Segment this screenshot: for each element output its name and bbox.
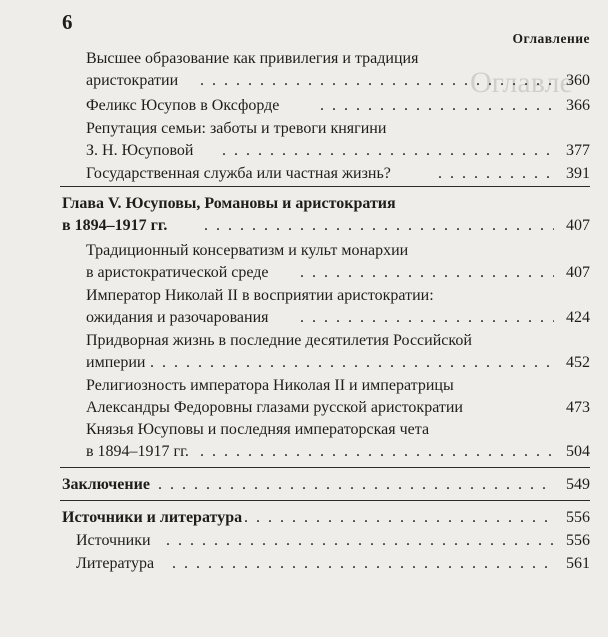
toc-entry bbox=[0, 530, 608, 552]
toc-entry-title: Князья Юсуповы и последняя императорская чета bbox=[86, 421, 430, 438]
toc-chapter bbox=[0, 474, 608, 496]
toc-entry bbox=[0, 553, 608, 575]
toc-page-number: 407 bbox=[566, 264, 590, 281]
toc-entry-title: Религиозность императора Николая II и императрицы bbox=[86, 377, 454, 394]
toc-entry-title: Заключение bbox=[62, 476, 150, 493]
toc-page-number: 391 bbox=[566, 165, 590, 182]
toc-page-number: 407 bbox=[566, 217, 590, 234]
toc-entry bbox=[0, 48, 608, 70]
toc-entry-continued bbox=[0, 441, 608, 463]
toc-page-number: 452 bbox=[566, 354, 590, 371]
toc-entry bbox=[0, 419, 608, 441]
toc-entry-title: Государственная служба или частная жизнь? bbox=[86, 165, 391, 182]
toc-entry bbox=[0, 163, 608, 185]
toc-page-number: 366 bbox=[566, 97, 590, 114]
toc-page-number: 424 bbox=[566, 309, 590, 326]
section-divider bbox=[60, 500, 590, 501]
toc-entry bbox=[0, 330, 608, 352]
toc-entry-title: З. Н. Юсуповой bbox=[86, 142, 194, 159]
toc-entry-title: аристократии bbox=[86, 72, 179, 89]
toc-chapter bbox=[0, 507, 608, 529]
leader-dots bbox=[300, 262, 554, 284]
leader-dots bbox=[204, 215, 554, 237]
toc-page-number: 504 bbox=[566, 443, 590, 460]
toc-entry-title: Источники и литература bbox=[62, 509, 243, 526]
leader-dots bbox=[200, 70, 554, 92]
toc-entry-continued bbox=[0, 140, 608, 162]
leader-dots bbox=[150, 352, 554, 374]
toc-page-number: 556 bbox=[566, 509, 590, 526]
leader-dots bbox=[200, 441, 554, 463]
leader-dots bbox=[244, 507, 554, 529]
toc-entry-continued bbox=[0, 262, 608, 284]
toc-entry-title: в аристократической среде bbox=[86, 264, 269, 281]
bleed-through: Оглавле bbox=[470, 66, 573, 99]
toc-entry-continued bbox=[0, 352, 608, 374]
toc-page-number: 549 bbox=[566, 476, 590, 493]
toc-entry-continued bbox=[0, 70, 608, 92]
toc-entry-title: империи bbox=[86, 354, 146, 371]
toc-entry-title: в 1894–1917 гг. bbox=[86, 443, 189, 460]
toc-entry-title: Император Николай II в восприятии аристократии: bbox=[86, 287, 434, 304]
section-divider bbox=[60, 186, 590, 187]
toc-entry-title: в 1894–1917 гг. bbox=[62, 217, 168, 234]
toc-entry-title: ожидания и разочарования bbox=[86, 309, 269, 326]
toc-entry bbox=[0, 118, 608, 140]
toc-entry bbox=[0, 285, 608, 307]
toc-page-number: 360 bbox=[566, 72, 590, 89]
toc-entry-title: Литература bbox=[76, 555, 155, 572]
toc-chapter-continued bbox=[0, 215, 608, 237]
leader-dots bbox=[300, 307, 554, 329]
leader-dots bbox=[438, 163, 554, 185]
leader-dots bbox=[158, 474, 554, 496]
toc-page-number: 556 bbox=[566, 532, 590, 549]
toc-page-number: 561 bbox=[566, 555, 590, 572]
toc-entry-title: Традиционный консерватизм и культ монархии bbox=[86, 242, 409, 259]
leader-dots bbox=[166, 530, 554, 552]
toc-entry-title: Придворная жизнь в последние десятилетия Российской bbox=[86, 332, 472, 349]
toc-entry bbox=[0, 375, 608, 397]
leader-dots bbox=[222, 140, 554, 162]
toc-chapter bbox=[0, 193, 608, 215]
toc-entry-title: Александры Федоровны глазами русской аристократии bbox=[86, 399, 463, 416]
toc-page-number: 377 bbox=[566, 142, 590, 159]
toc-entry bbox=[0, 95, 608, 117]
toc-entry-title: Феликс Юсупов в Оксфорде bbox=[86, 97, 280, 114]
page-number: 6 bbox=[62, 10, 73, 34]
section-divider bbox=[60, 467, 590, 468]
toc-entry-title: Репутация семьи: заботы и тревоги княгини bbox=[86, 120, 387, 137]
leader-dots bbox=[172, 553, 554, 575]
toc-entry-continued bbox=[0, 397, 608, 419]
toc-entry bbox=[0, 240, 608, 262]
running-head: Оглавление bbox=[512, 31, 590, 46]
toc-page-number: 473 bbox=[566, 399, 590, 416]
toc-entry-title: Высшее образование как привилегия и традиция bbox=[86, 50, 419, 67]
toc-entry-continued bbox=[0, 307, 608, 329]
toc-entry-title: Глава V. Юсуповы, Романовы и аристократия bbox=[62, 195, 396, 212]
toc-entry-title: Источники bbox=[76, 532, 151, 549]
leader-dots bbox=[320, 95, 554, 117]
